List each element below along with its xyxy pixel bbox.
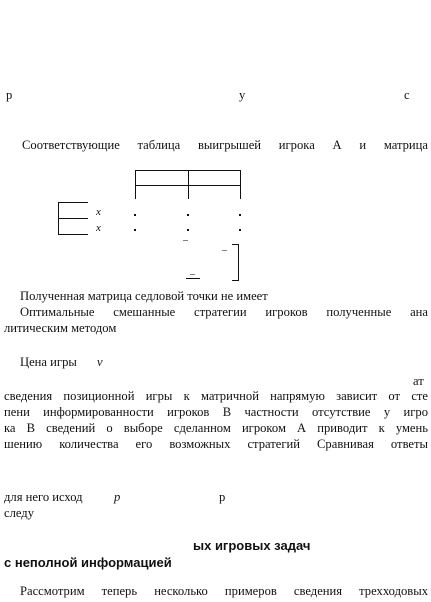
price-symbol: v (97, 355, 103, 369)
fragment-char: р (6, 88, 13, 102)
paragraph-line: ка В сведений о выборе сделанном игроком А приводит к умень (4, 421, 428, 435)
paragraph-line: Полученная матрица седловой точки не имеет (20, 289, 268, 303)
matrix-bar: _ (183, 231, 188, 242)
paragraph-line: для него исход (4, 490, 83, 504)
paragraph-line: литическим методом (4, 321, 117, 335)
matrix-bar: _ (222, 241, 227, 252)
fragment-char: с (404, 88, 410, 102)
section-heading: ых игровых задач (193, 538, 311, 553)
paragraph-line: Оптимальные смешанные стратегии игроков полученные ана (20, 305, 428, 319)
variable: р (219, 490, 226, 504)
paragraph-line: следу (4, 506, 35, 520)
price-label: Цена игры (20, 355, 77, 369)
variable: p (114, 490, 121, 504)
paragraph-line: Соответствующие таблица выигрышей игрока А и матрица (22, 138, 428, 152)
matrix-bar: _ (190, 265, 195, 276)
paragraph-line: шению количества его возможных стратегий Сравнивая ответы (4, 437, 428, 451)
paragraph-line: пени информированности игроков В частности отсутствие у игро (4, 405, 428, 419)
section-heading: с неполной информацией (4, 555, 172, 570)
paragraph-line: сведения позиционной игры к матричной напрямую зависит от сте (4, 389, 428, 403)
row-label: x (96, 222, 101, 234)
paragraph-line: Рассмотрим теперь несколько примеров сведения трехходовых (20, 584, 428, 598)
fragment-char: у (239, 88, 246, 102)
fragment-text: ат (413, 374, 424, 388)
row-label: x (96, 206, 101, 218)
